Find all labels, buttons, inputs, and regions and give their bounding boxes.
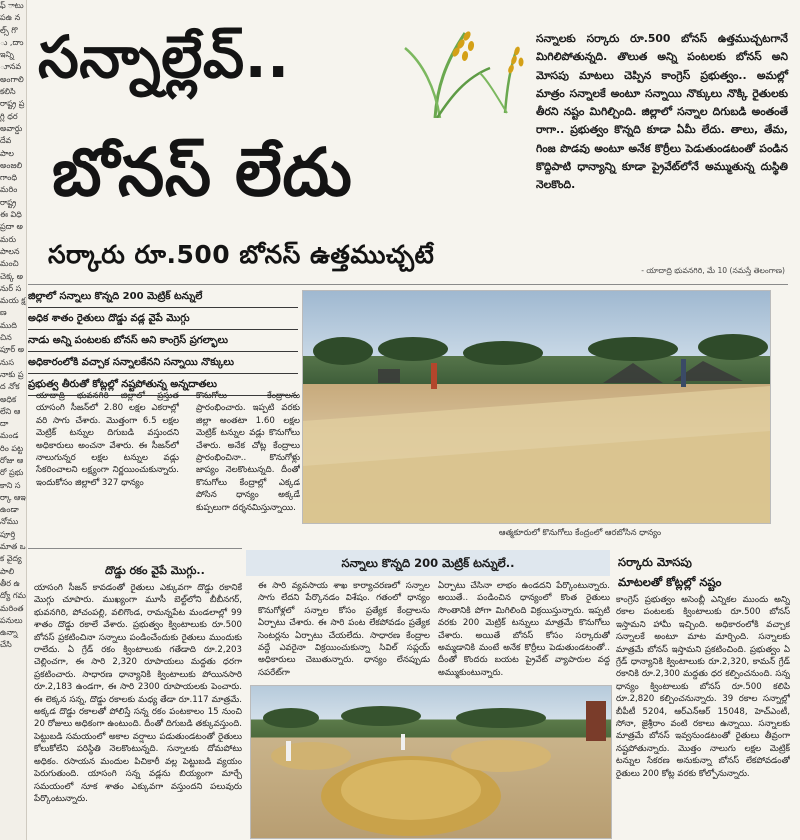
left-column-text: ఫ్ ాటు పఉ నల్స్ గొ ు ,దాు ఇన్ని ూనవ అంగాలి కలిసి రాష్ట్ర ప్రగ్లి ధర అవార్డు దేవ పాల అంజలి గాంధి మరిం రాష్ట్ర ఈ విధి ప్రదా అమరు పాలన మంచి చెక్క అనుర్ సమయ క్షణ ముది చిన పూర్ అనుస నాకు ప్రద నోక అధిక లేని ఆదా మండ రిం పట్ట రోజు ఆరో ప్రభు కాని సర్కా ఆఇ ఉండా నోము పూర్తి మాత ఒక వైద్య పాలి తీర ఉద్యో గమ మరింత పనులు ఉన్నా చేసి (0, 1, 26, 650)
section-heading-line: మాటలతో కోట్లల్లో నష్టం (618, 575, 722, 589)
dateline-credit: - యాదాద్రి భువనగిరి, మే 10 (నమస్తే తెలంగాణ) (641, 266, 785, 275)
rice-stalk-illustration (395, 18, 530, 118)
left-adjacent-column (0, 0, 27, 840)
section-heading: సన్నాలు కొన్నది 200 మెట్రిక్ టన్నులే.. (246, 550, 610, 576)
section-3-body: కాంగ్రెస్ ప్రభుత్వం అసెంబ్లీ ఎన్నికల ముందు అన్ని రకాల పంటలకు క్వింటాలుకు రూ.500 బోనస్ ఇస్తామని హామీ ఇచ్చింది. అధికారంలోకి వచ్చాక సన్నాలకే అంటూ మాట మార్చింది. సన్నాలకు మాత్రమే బోనస్ ఇస్తామని ప్రకటించింది. ప్రభుత్వం ఏ గ్రేడ్ ధాన్యానికి క్వింటాలుకు రూ.2,320, కామన్ గ్రేడ్ రకానికి రూ.2,300 మద్దతు ధర కల్పించనుంది. సన్న ధాన్యం క్వింటాలుకు బోనస్ రూ.500 కలిపి రూ.2,820 కల్పించనున్నారు. 39 రకాల సన్నాల్లో బీపీటీ 5204, ఆర్ఎన్ఆర్ 15048, హెచ్ఎంటీ, సోనా, జైశ్రీరాం వంటి రకాలు ఉన్నాయి. సన్నాలకు మాత్రమే బోనస్ ఇవ్వనుండటంతో రైతులు తీవ్రంగా నష్టపోతున్నారు. మొత్తం నాలుగు లక్షల మెట్రిక్ టన్నుల సేకరణ అనుకున్నా బోనస్ లేకపోవడంతో రైతులు 200 కోట్ల వరకు కోల్పోనున్నారు. (616, 595, 790, 779)
section-1-body: యాసంగి సీజన్ కావడంతో రైతులు ఎక్కువగా దొడ్డు రకానికే మొగ్గు చూపారు. ముఖ్యంగా మూసీ బెల్ట్‌లోని బీబీనగర్, భువనగిరి, పోచంపల్లి, వలిగొండ, రామన్నపేట మండలాల్లో 99 శాతం దొడ్డు రకాలే వేశారు. ప్రభుత్వం క్వింటాలుకు రూ.500 బోనస్ ప్రకటించినా సన్నాలు పండించేందుకు రైతులు ముందుకు రాలేదు. ఏ గ్రేడ్ రకం క్వింటాలుకు గతేడాది రూ.2,203 చెల్లించగా, ఈ సారి 2,320 రూపాయలు మద్దతు ధరగా ప్రకటించారు. సాధారణ ధాన్యానికి క్వింటాలుకు పోయినసారి రూ.2,183 ఉండగా, ఈ సారి 2300 రూపాయలకు పెంచారు. ఈ లెక్కన సన్న, దొడ్డు రకాలకు మధ్య తేడా రూ.117 మాత్రమే. అక్కడ దొడ్డు రకాలతో పోలిస్తే సన్న రకం పంటకాలం 15 నుంచి 20 రోజులు అధికంగా ఉంటుంది. దీంతో దిగుబడి తక్కువస్తుంది. పెట్టుబడి సమయంలో అకాల వర్షాలు పడుతుండటంతో రైతులు కోలుకోలేని పరిస్థితి నెలకొంటున్నది. సన్నాలకు దోమపోటు అధికం. రసాయన మందుల పిచికారీ వల్ల పెట్టుబడి వ్యయం పెరుగుతుంది. యాసంగి సన్న వడ్లను బియ్యంగా మార్చే సమయంలో నూక శాతం ఎక్కువగా వస్తుందని పలువురు పేర్కొంటున్నారు. (34, 583, 242, 804)
section-heading-line: సర్కారు మోసపు (618, 555, 692, 569)
article-column-1: యాదాద్రి భువనగిరి జిల్లాలో ప్రస్తుత యాసంగి సీజన్‌లో 2.80 లక్షల ఎకరాల్లో వరి సాగు చేశారు. మొత్తంగా 6.5 లక్షల మెట్రిక్ టన్నుల దిగుబడి వస్తుందని అధికారులు అంచనా వేశారు. ఈ సీజన్‌లో నాలుగున్నర లక్షల టన్నుల వడ్లు సేకరించాలని లక్ష్యంగా నిర్ణయించుకున్నారు. ఇందుకోసం జిల్లాలో 327 ధాన్యం (36, 391, 179, 488)
section-heading (618, 552, 788, 592)
photo-caption: ఆత్మకూరులో కొనుగోలు కేంద్రంలో ఆరబోసిన ధాన్యం (498, 527, 662, 537)
deck-line: ప్రభుత్వ తీరుతో కోట్లల్లో నష్టపోతున్న అన్నదాతలు (28, 374, 298, 396)
article-column-2: కొనుగోలు కేంద్రాలను ప్రారంభించారు. ఇప్పటి వరకు జిల్లా అంతటా 1.60 లక్షల మెట్రిక్ టన్నుల వడ్లు కొనుగోలు చేశారు. అనేక చోట్ల కేంద్రాలు ప్రారంభించినా.. కొనుగోళ్లు జాప్యం నెలకొంటున్నది. దీంతో కొనుగోలు కేంద్రాల్లో ఎక్కడ పోసిన ధాన్యం అక్కడే కుప్పలుగా దర్శనమిస్తున్నాయి. (196, 391, 300, 513)
paddy-drying-photo (302, 290, 771, 524)
headline-subtitle: సర్కారు రూ.500 బోనస్ ఉత్తముచ్చటే (48, 240, 435, 269)
deck-line: అధిక శాతం రైతులు దొడ్డు వడ్ల వైపే మొగ్గు (28, 308, 298, 330)
deck-line: జిల్లాలో సన్నాలు కొన్నది 200 మెట్రిక్ టన్నులే (28, 286, 298, 308)
headline-line-1: సన్నాల్లేవ్.. (38, 23, 290, 91)
deck-line: అధికారంలోకి వచ్చాక సన్నాలకేనని సన్నాయి నొక్కులు (28, 352, 298, 374)
grain-heaps-photo (250, 685, 612, 839)
headline-line-2: బోనస్ లేదు (52, 134, 353, 211)
divider (28, 284, 788, 285)
intro-paragraph: సన్నాలకు సర్కారు రూ.500 బోనస్ ఉత్తముచ్చటగానే మిగిలిపోతున్నది. తొలుత అన్ని పంటలకు బోనస్ అని మోసపు మాటలు చెప్పిన కాంగ్రెస్ ప్రభుత్వం.. అమల్లో మాత్రం సన్నాలకే అంటూ సన్నాయి నొక్కులు నొక్కి రైతులకు తీరని నష్టం మిగిల్చింది. జిల్లాలో సన్నాల దిగుబడి అంతంతే రాగా.. ప్రభుత్వం కొన్నది కూడా ఏమీ లేదు. తాలు, తేమ, గింజ పొడవు అంటూ అనేక కొర్రీలు పెడుతుండటంతో పండిన కొద్దిపాటి ధాన్యాన్ని కూడా ప్రైవేట్‌లోనే అమ్ముతున్న దుస్థితి నెలకొంది. (536, 32, 788, 192)
divider (28, 548, 242, 549)
deck-line: నాడు అన్ని పంటలకు బోనస్ అని కాంగ్రెస్ ప్రగల్భాలు (28, 330, 298, 352)
photo-illustration (251, 686, 611, 838)
section-heading: దొడ్డు రకం వైపే మొగ్గు.. (105, 564, 205, 577)
deck-highlights (28, 286, 298, 396)
section-2-column-a: ఈ సారి వ్యవసాయ శాఖ కార్యాచరణలో సన్నాల సాగు లేదని పేర్కొనడం విశేషం. గతంలో ధాన్యం కొనుగోళ్లలో సన్నాల కోసం ప్రత్యేక కేంద్రాలను ఏర్పాటు చేశారు. ఈ సారి పంట లేకపోవడం ప్రత్యేక సెంటర్లను ఏర్పాటు చేయలేదు. సాధారణ కేంద్రాల వద్దే ఎవరైనా విక్రయించుకున్నా సివిల్ సప్లయ్ అధికారులు చెబుతున్నారు. ధాన్యం లేనప్పుడు సపరేట్‌గా (258, 581, 430, 678)
photo-illustration (303, 291, 770, 523)
section-2-column-b: ఏర్పాటు చేసినా లాభం ఉండదని పేర్కొంటున్నారు. అయితే.. పండించిన ధాన్యంలో కొంత రైతులు సొంతానికి పోగా మిగిలింది విక్రయిస్తున్నారు. ఇప్పటి వరకు 200 మెట్రిక్ టన్నులు మాత్రమే కొనుగోలు చేశారు. అయితే బోనస్ కోసం సర్కారుతో అమ్మడానికి మంటే అనేక కొర్రీలు పెడుతుండటంతో.. దీంతో కొందరు బయట ప్రైవేట్ వ్యాపారుల వద్ద అమ్ముకుంటున్నారు. (438, 581, 610, 678)
